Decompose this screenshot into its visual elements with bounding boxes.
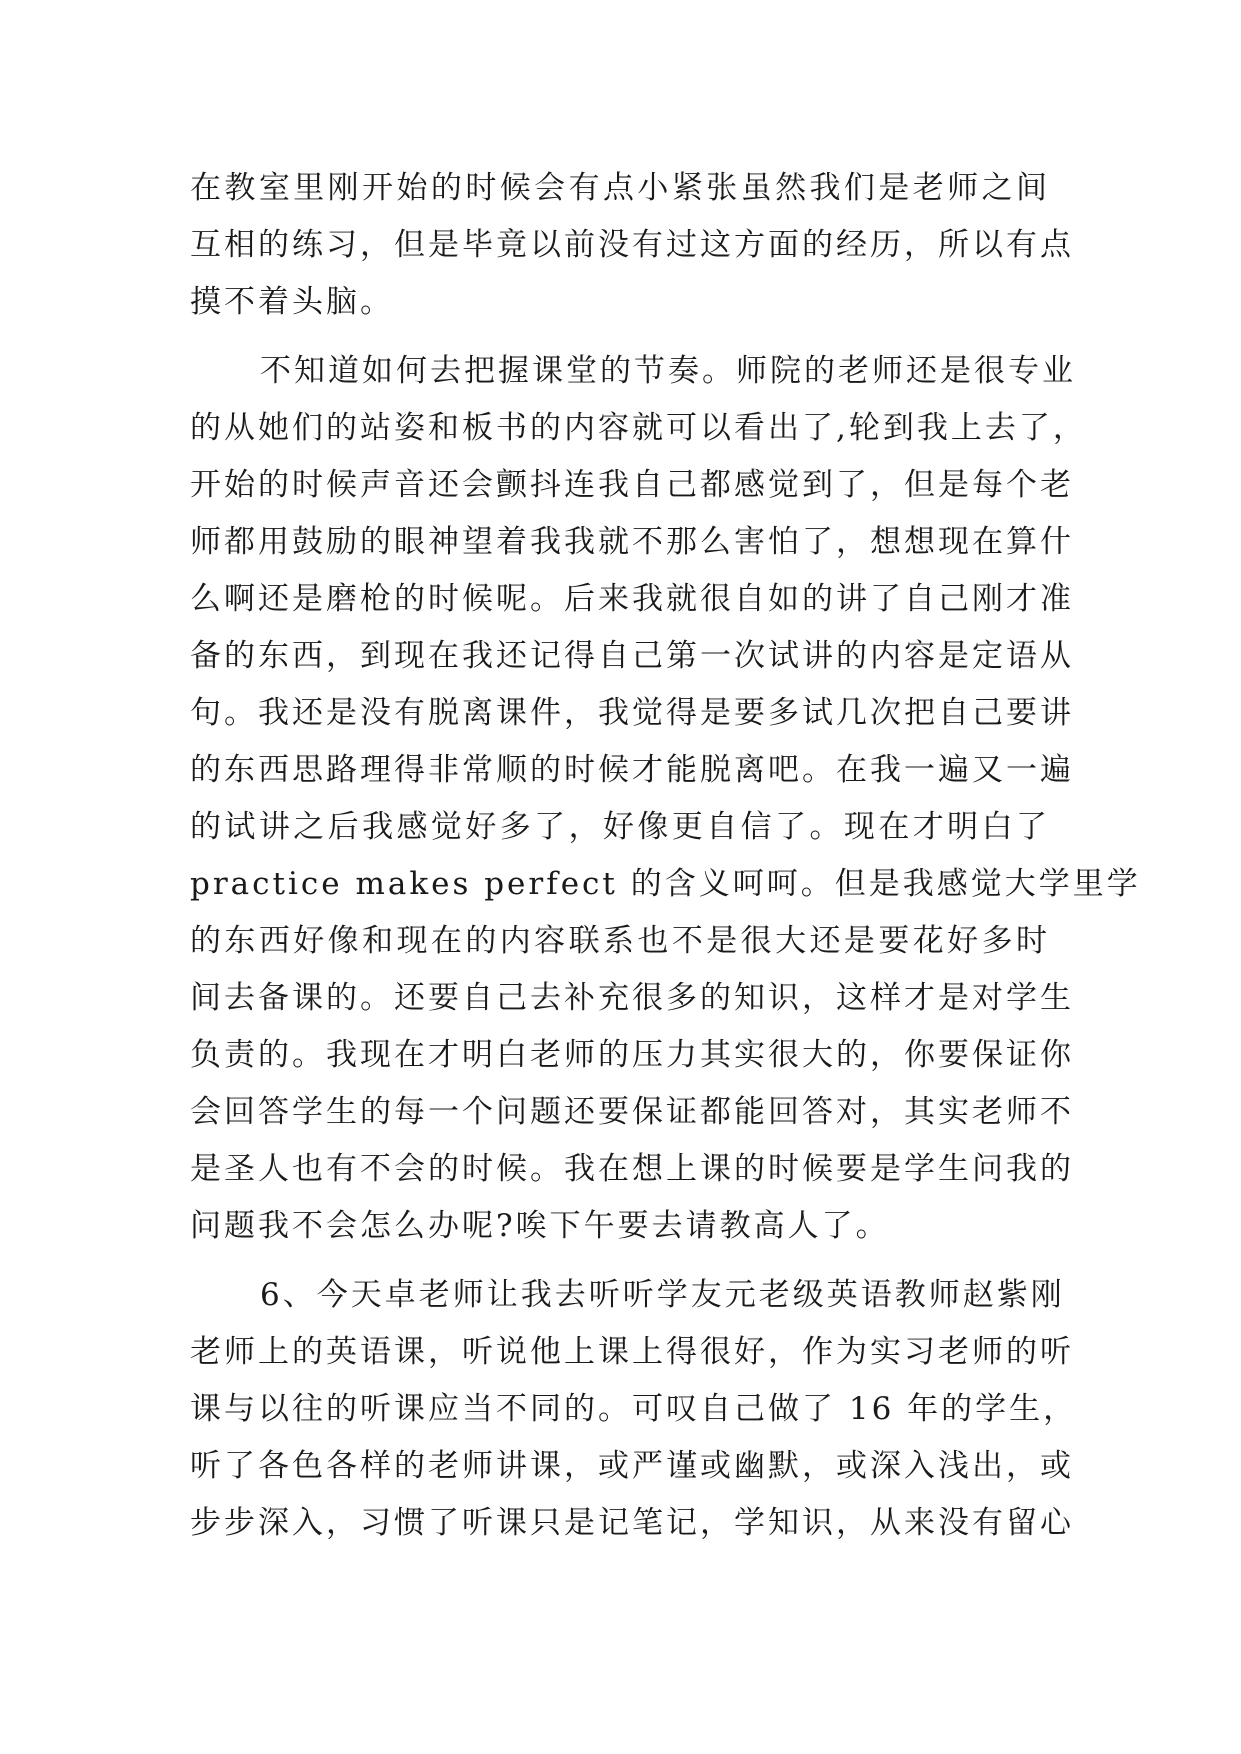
text-line: 不知道如何去把握课堂的节奏。师院的老师还是很专业: [260, 353, 1076, 389]
text-line: 步步深入，习惯了听课只是记笔记，学知识，从来没有留心: [190, 1505, 1074, 1541]
text-line: 在教室里刚开始的时候会有点小紧张虽然我们是老师之间: [190, 170, 1050, 206]
paragraph: [190, 160, 1074, 331]
text-line: 句。我还是没有脱离课件，我觉得是要多试几次把自己要讲: [190, 695, 1074, 731]
text-line: 互相的练习，但是毕竟以前没有过这方面的经历，所以有点: [190, 227, 1074, 263]
text-line: 开始的时候声音还会颤抖连我自己都感觉到了，但是每个老: [190, 467, 1074, 503]
text-line: 6、今天卓老师让我去听听学友元老级英语教师赵紫刚: [260, 1277, 1065, 1313]
text-line: 老师上的英语课，听说他上课上得很好，作为实习老师的听: [190, 1334, 1074, 1370]
text-line: 问题我不会怎么办呢?唉下午要去请教高人了。: [190, 1208, 890, 1244]
text-line: 的从她们的站姿和板书的内容就可以看出了,轮到我上去了，: [190, 410, 1087, 446]
text-line: 听了各色各样的老师讲课，或严谨或幽默，或深入浅出，或: [190, 1448, 1074, 1484]
paragraph: [190, 343, 1141, 1255]
document-body: [190, 160, 1141, 1552]
text-line: 的东西好像和现在的内容联系也不是很大还是要花好多时: [190, 923, 1050, 959]
text-line: 的试讲之后我感觉好多了，好像更自信了。现在才明白了: [190, 809, 1050, 845]
text-line: 是圣人也有不会的时候。我在想上课的时候要是学生问我的: [190, 1151, 1074, 1187]
text-line: 会回答学生的每一个问题还要保证都能回答对，其实老师不: [190, 1094, 1074, 1130]
text-line: 的东西思路理得非常顺的时候才能脱离吧。在我一遍又一遍: [190, 752, 1074, 788]
text-line: 摸不着头脑。: [190, 284, 394, 320]
paragraph: [190, 1267, 1078, 1552]
text-line: 负责的。我现在才明白老师的压力其实很大的，你要保证你: [190, 1037, 1074, 1073]
text-line: 备的东西，到现在我还记得自己第一次试讲的内容是定语从: [190, 638, 1074, 674]
text-line: 师都用鼓励的眼神望着我我就不那么害怕了，想想现在算什: [190, 524, 1074, 560]
text-line: 么啊还是磨枪的时候呢。后来我就很自如的讲了自己刚才准: [190, 581, 1074, 617]
text-line: practice makes perfect 的含义呵呵。但是我感觉大学里学: [190, 866, 1141, 902]
text-line: 间去备课的。还要自己去补充很多的知识，这样才是对学生: [190, 980, 1074, 1016]
text-line: 课与以往的听课应当不同的。可叹自己做了 16 年的学生，: [190, 1391, 1078, 1427]
